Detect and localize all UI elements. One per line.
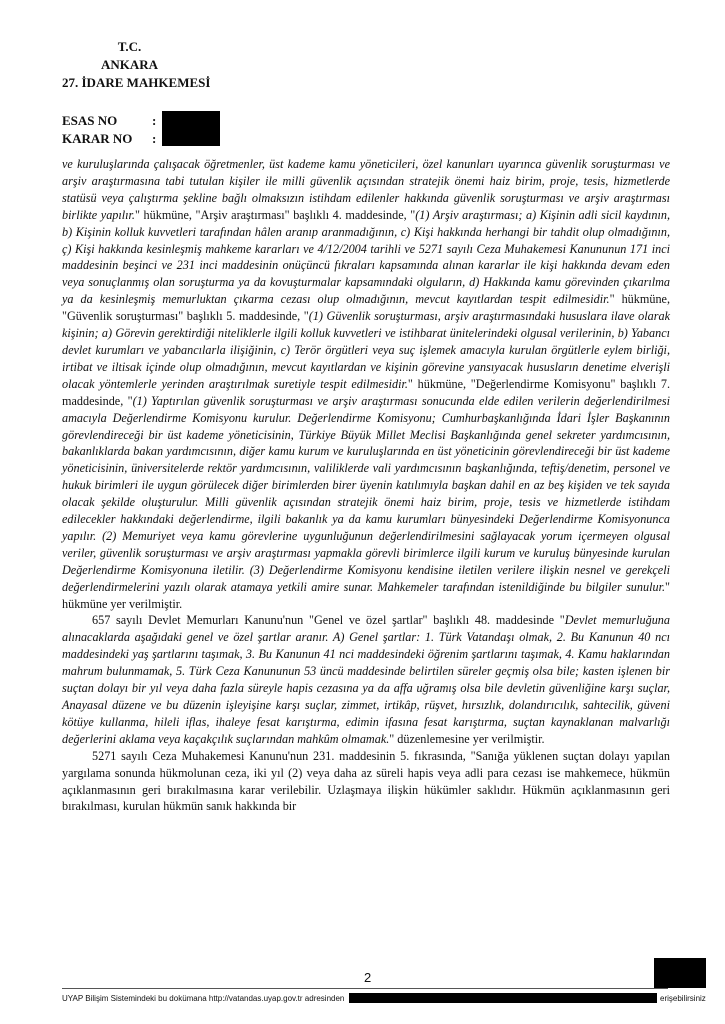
text-1b: " hükmüne, "Güvenlik soruşturması" başlıklı 5. maddesinde, " [62, 292, 670, 324]
karar-colon: : [152, 131, 157, 146]
text-2a: 657 sayılı Devlet Memurları Kanunu'nun "Genel ve özel şartlar" başlıklı 48. maddesinde " [92, 613, 565, 628]
case-numbers [62, 112, 157, 148]
page-number: 2 [364, 970, 372, 985]
text-1a: " hükmüne, "Arşiv araştırması" başlıklı 4. maddesinde, " [134, 207, 416, 222]
footer-divider [62, 988, 668, 989]
text-2b: " düzenlemesine yer verilmiştir. [389, 731, 545, 746]
redaction-box [162, 111, 220, 146]
esas-row [62, 112, 157, 130]
document-header [62, 38, 262, 92]
document-body [62, 156, 670, 815]
redaction-box-footer [654, 958, 706, 988]
esas-label: ESAS NO [62, 113, 118, 128]
quote-5: Devlet memurluğuna alınacaklarda aşağıdaki genel ve özel şartlar aranır. A) Genel şartlar: 1. Türk Vatandaşı olmak, 2. Bu Kanunun 40 ncı maddesindeki yaş şartlarını taşımak, 3. Bu Kanunun 41 nci maddesindeki öğrenim şartlarını taşımak, 4. Kamu haklarından mahrum bulunmamak, 5. Türk Ceza Kanununun 53 üncü maddesinde belirtilen süreler geçmiş olsa bile; kasten işlenen bir suçtan dolayı bir yıl veya daha fazla süreyle hapis cezasına ya da affa uğramış olsa bile devletin güvenliğine karşı suçlar, Anayasal düzene ve bu düzenin işleyişine karşı suçlar, zimmet, irtikâp, rüşvet, hırsızlık, dolandırıcılık, sahtecilik, güveni kötüye kullanma, hileli iflas, ihaleye fesat karıştırma, edimin ifasına fesat karıştırma, suçtan kaynaklanan malvarlığı değerlerini aklama veya kaçakçılık suçlarından mahkûm olmamak. [62, 613, 670, 746]
quote-4: (1) Yaptırılan güvenlik soruşturması ve arşiv araştırması sonucunda elde edilen verilerin değerlendirilmesi amacıyla Değerlendirme Komisyonu kurulur. Değerlendirme Komisyonu; Cumhurbaşkanlığında İdari İşler Başkanının görevlendireceği bir üst kademe yöneticisinin, Türkiye Büyük Millet Meclisi Başkanlığında genel sekreter yardımcısının, bakanlıklarda bakan yardımcısının, diğer kamu kurum ve kuruluşlarında en üst yöneticinin görevlendireceği bir üst kademe yöneticisinin, üniversitelerde rektör yardımcısının, valiliklerde vali yardımcısının başkanlığında, teftiş/denetim, personel ve hukuk birimleri ile uygun görülecek diğer birimlerden birer üyenin katılımıyla başkan dahil en az beş kişiden ve tek sayıda olacak şekilde oluşturulur. Milli güvenlik açısından stratejik önemi haiz birim, proje, tesis ve hizmetlerde istihdam edilecekler hakkındaki değerlendirme, ilgili bakanlık ya da kamu kurumları bünyesindeki Değerlendirme Komisyonunca yapılır. (2) Memuriyet veya kamu görevlerine uygunluğunun değerlendirilmesini sağlayacak yorum içermeyen olgusal veriler, güvenlik soruşturması ve arşiv araştırması yapmakla görevli birimlerce ilgili kurum ve kuruluş bünyesinde kurulan Değerlendirme Komisyonuna iletilir. (3) Değerlendirme Komisyonu kendisine iletilen verilere ilişkin nesnel ve gerekçeli değerlendirmelerini yazılı olarak atamaya yetkili amire sunar. Mahkemeler tarafından istenildiğinde bu bilgiler sunulur. [62, 393, 670, 594]
quote-1: ve kuruluşlarında çalışacak öğretmenler, üst kademe kamu yöneticileri, özel kanunları uyarınca güvenlik soruşturması ve arşiv araştırmasına tabi tutulan kişiler ile milli güvenlik açısından stratejik önemi haiz birim, proje, tesis, hizmetlerde statüsü veya çalıştırma şekline bağlı olmaksızın istihdam edilenler hakkında güvenlik soruşturması ve arşiv araştırması birlikte yapılır. [62, 157, 670, 222]
redaction-bar [349, 993, 657, 1003]
quote-3: (1) Güvenlik soruşturması, arşiv araştırmasındaki hususlara ilave olarak kişinin; a) Görevin gerektirdiği niteliklerle ilgili kolluk kuvvetleri ve istihbarat ünitelerindeki olgusal verilerinin, b) Yabancı devlet kurumları ve yabancılarla ilişiğinin, c) Terör örgütleri veya suç işlemek amacıyla kurulan örgütlerle eylem birliği, irtibat ve iltisak içinde olup olmadığının, mevcut kayıtlardan ve kişinin görevine yansıyacak hususların denetime elverişli olacak yöntemlerle yerinden araştırılmak suretiyle tespit edilmesidir. [62, 309, 670, 391]
header-city: ANKARA [100, 57, 159, 72]
footer-suffix: erişebilirsiniz [660, 994, 706, 1003]
quote-2: (1) Arşiv araştırması; a) Kişinin adli sicil kaydının, b) Kişinin kolluk kuvvetleri tarafından hâlen aranıp aranmadığının, c) Kişi hakkında herhangi bir tahdit olup olmadığının, ç) Kişi hakkında kesinleşmiş mahkeme kararları ve 4/12/2004 tarihli ve 5271 sayılı Ceza Muhakemesi Kanununun 171 inci maddesinin beşinci ve 231 inci maddesinin onüçüncü fıkraları kapsamında alınan kararlar ile kişi hakkında devam eden veya sonuçlanmış olan soruşturma ya da kovuşturmalar kapsamındaki olguların, d) Hakkında kamu görevinden çıkarılma ya da kesinleşmiş memurluktan çıkarma cezası olup olmadığının, mevcut kayıtlardan tespit edilmesidir. [62, 207, 671, 307]
esas-colon: : [152, 113, 157, 128]
paragraph-1 [62, 156, 670, 612]
footer-system-text: UYAP Bilişim Sistemindeki bu dokümana http://vatandas.uyap.gov.tr adresinden [62, 994, 345, 1003]
header-court: 27. İDARE MAHKEMESİ [62, 75, 211, 90]
karar-label: KARAR NO [62, 131, 133, 146]
paragraph-3: 5271 sayılı Ceza Muhakemesi Kanunu'nun 231. maddesinin 5. fıkrasında, "Sanığa yüklenen suçtan dolayı yapılan yargılama sonunda hükmolunan ceza, iki yıl (2) veya daha az süreli hapis veya adli para cezası ise mahkemece, hükmün açıklanmasının geri bırakılmasına karar verilebilir. Uzlaşmaya ilişkin hükümler saklıdır. Hükmün açıklanmasının geri bırakılması, kurulan hükmün sanık hakkında bir [62, 748, 670, 814]
paragraph-2 [62, 612, 670, 747]
text-1d: " hükmüne yer verilmiştir. [62, 579, 670, 611]
karar-row [62, 130, 157, 148]
text-1c: " hükmüne, "Değerlendirme Komisyonu" başlıklı 7. maddesinde, " [62, 376, 671, 408]
header-tc: T.C. [117, 39, 142, 54]
